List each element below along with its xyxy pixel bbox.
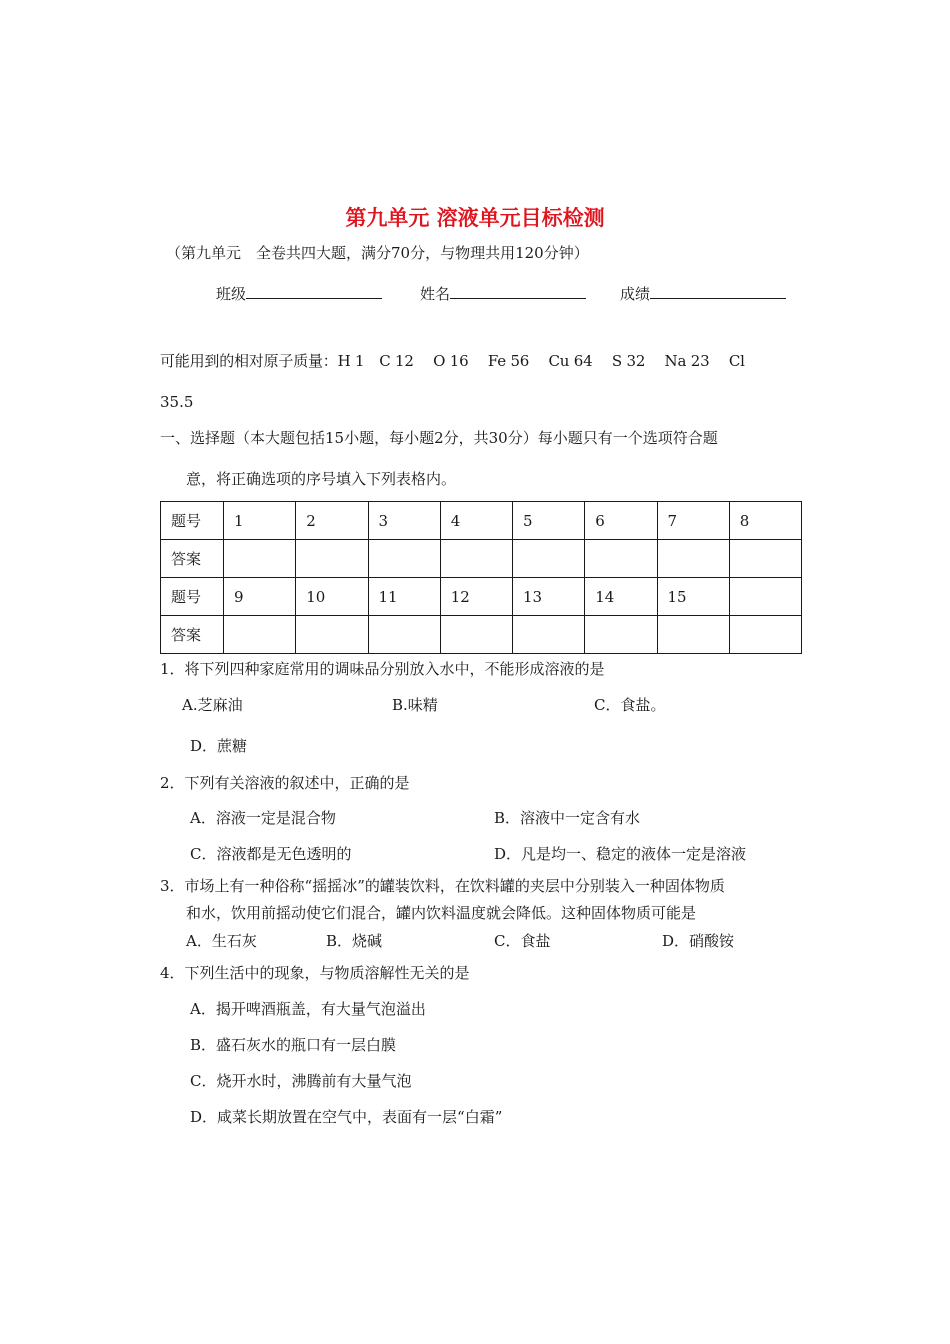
- question-2-stem: 2．下列有关溶液的叙述中，正确的是: [160, 774, 410, 792]
- answer-cell[interactable]: [368, 616, 440, 654]
- question-2-option-c: C．溶液都是无色透明的: [190, 845, 352, 863]
- answer-cell[interactable]: [729, 540, 801, 578]
- answer-cell[interactable]: [440, 616, 512, 654]
- table-cell: 7: [657, 502, 729, 540]
- score-label: 成绩: [620, 285, 651, 303]
- table-cell: 1: [224, 502, 296, 540]
- question-1-stem: 1．将下列四种家庭常用的调味品分别放入水中，不能形成溶液的是: [160, 660, 605, 678]
- question-4-option-a: A．揭开啤酒瓶盖，有大量气泡溢出: [190, 1000, 426, 1018]
- question-3-stem: 3．市场上有一种俗称“摇摇冰”的罐装饮料，在饮料罐的夹层中分别装入一种固体物质: [160, 877, 725, 895]
- answer-cell[interactable]: [224, 540, 296, 578]
- class-label: 班级: [216, 285, 247, 303]
- answer-cell[interactable]: [296, 616, 368, 654]
- atomic-mass-continued: 35.5: [160, 393, 194, 411]
- exam-subtitle: （第九单元 全卷共四大题，满分70分，与物理共用120分钟）: [166, 244, 589, 262]
- answer-cell[interactable]: [513, 540, 585, 578]
- table-cell: 答案: [161, 540, 224, 578]
- name-field: [420, 283, 586, 304]
- answer-cell[interactable]: [513, 616, 585, 654]
- table-cell: 3: [368, 502, 440, 540]
- question-3-option-c: C．食盐: [494, 932, 551, 950]
- question-1-option-d: D．蔗糖: [190, 737, 248, 755]
- answer-cell[interactable]: [296, 540, 368, 578]
- table-cell: 答案: [161, 616, 224, 654]
- class-blank[interactable]: [246, 283, 382, 299]
- table-cell: 13: [513, 578, 585, 616]
- table-cell: 15: [657, 578, 729, 616]
- table-row: [161, 540, 802, 578]
- answer-cell[interactable]: [729, 616, 801, 654]
- answer-cell[interactable]: [368, 540, 440, 578]
- question-4-stem: 4．下列生活中的现象，与物质溶解性无关的是: [160, 964, 470, 982]
- question-3-option-b: B．烧碱: [326, 932, 383, 950]
- table-row: [161, 502, 802, 540]
- question-1-option-c: C．食盐。: [594, 696, 666, 714]
- answer-cell[interactable]: [440, 540, 512, 578]
- question-3-option-d: D．硝酸铵: [662, 932, 735, 950]
- question-3-option-a: A．生石灰: [186, 932, 257, 950]
- question-1-option-a: A.芝麻油: [182, 696, 243, 714]
- question-4-option-c: C．烧开水时，沸腾前有大量气泡: [190, 1072, 412, 1090]
- answer-cell[interactable]: [224, 616, 296, 654]
- table-row: [161, 578, 802, 616]
- table-cell: 14: [585, 578, 657, 616]
- table-cell: 9: [224, 578, 296, 616]
- question-2-option-b: B．溶液中一定含有水: [494, 809, 641, 827]
- section-instruction: 意，将正确选项的序号填入下列表格内。: [186, 470, 457, 488]
- table-cell: 4: [440, 502, 512, 540]
- answer-cell[interactable]: [585, 616, 657, 654]
- table-cell: 10: [296, 578, 368, 616]
- table-cell: 12: [440, 578, 512, 616]
- table-cell: 6: [585, 502, 657, 540]
- table-row: [161, 616, 802, 654]
- question-2-option-d: D．凡是均一、稳定的液体一定是溶液: [494, 845, 747, 863]
- answer-table: [160, 501, 802, 654]
- question-4-option-d: D．咸菜长期放置在空气中，表面有一层“白霜”: [190, 1108, 503, 1126]
- section-heading: 一、选择题（本大题包括15小题，每小题2分，共30分）每小题只有一个选项符合题: [160, 429, 718, 447]
- answer-cell[interactable]: [657, 540, 729, 578]
- answer-cell[interactable]: [585, 540, 657, 578]
- answer-cell[interactable]: [657, 616, 729, 654]
- question-4-option-b: B．盛石灰水的瓶口有一层白膜: [190, 1036, 397, 1054]
- table-cell: [729, 578, 801, 616]
- table-cell: 题号: [161, 578, 224, 616]
- table-cell: 2: [296, 502, 368, 540]
- name-label: 姓名: [420, 285, 451, 303]
- name-blank[interactable]: [450, 283, 586, 299]
- question-2-option-a: A．溶液一定是混合物: [190, 809, 336, 827]
- score-blank[interactable]: [650, 283, 786, 299]
- table-cell: 5: [513, 502, 585, 540]
- table-cell: 题号: [161, 502, 224, 540]
- class-field: [216, 283, 382, 304]
- atomic-mass-line: 可能用到的相对原子质量：H 1 C 12 O 16 Fe 56 Cu 64 S 32 Na 23 Cl: [160, 352, 745, 370]
- score-field: [620, 283, 786, 304]
- page-title: 第九单元 溶液单元目标检测: [345, 206, 605, 230]
- question-3-stem-continued: 和水，饮用前摇动使它们混合，罐内饮料温度就会降低。这种固体物质可能是: [186, 904, 697, 922]
- table-cell: 11: [368, 578, 440, 616]
- question-1-option-b: B.味精: [392, 696, 438, 714]
- table-cell: 8: [729, 502, 801, 540]
